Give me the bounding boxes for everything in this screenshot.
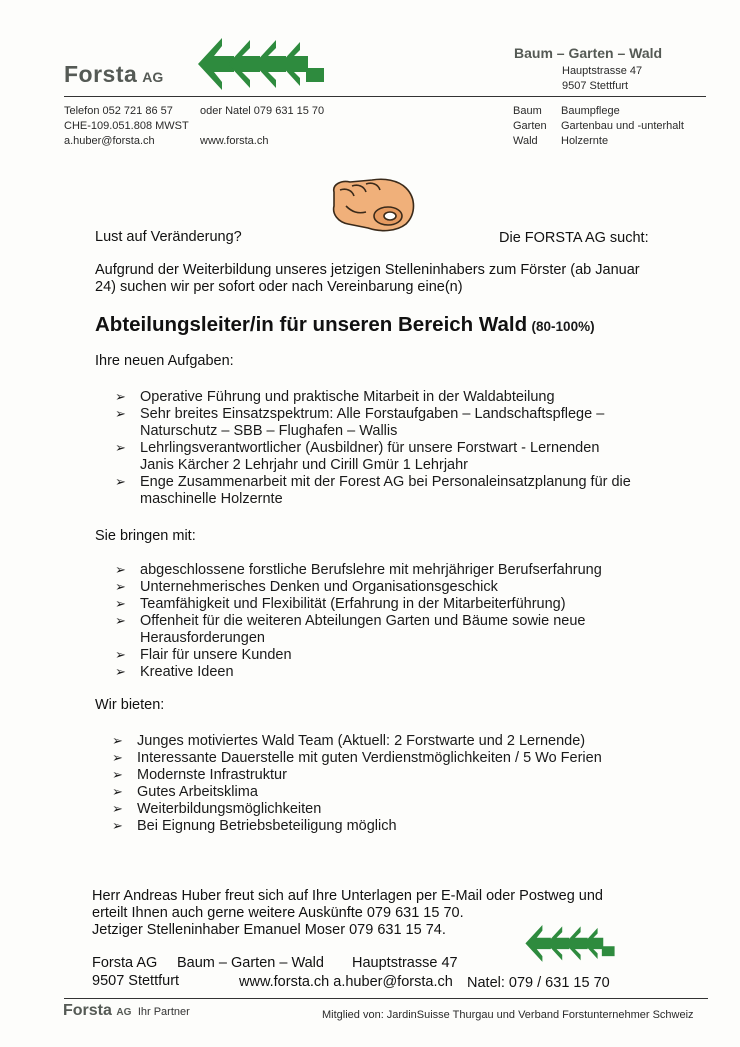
list-item: ➢ Lehrlingsverantwortlicher (Ausbildner) für unsere Forstwart - Lernenden Janis Kärcher 2 Lehrjahr und Cirill Gmür 1 Lehrjahr [115,440,675,474]
signature-tagline: Baum – Garten – Wald [177,955,324,971]
service-row [513,104,684,119]
footer-wordmark: Forsta [63,1002,112,1019]
website-link[interactable]: www.forsta.ch [200,135,269,147]
contact-line: erteilt Ihnen auch gerne weitere Auskünfte 079 631 15 70. [92,905,464,921]
contact-line: Jetziger Stelleninhaber Emanuel Moser 079 631 15 74. [92,922,446,938]
footer-membership: Mitglied von: JardinSuisse Thurgau und Verband Forstunternehmer Schweiz [322,1009,694,1021]
requirements-heading: Sie bringen mit: [95,528,196,544]
service-desc: Gartenbau und -unterhalt [561,120,684,132]
list-item: ➢ Weiterbildungsmöglichkeiten [112,801,672,818]
pointing-hand-icon [326,172,422,236]
signature-phone: Natel: 079 / 631 15 70 [467,975,610,991]
header-divider [64,96,706,97]
footer-partner: Ihr Partner [137,1006,190,1018]
intro-search: Die FORSTA AG sucht: [499,230,649,246]
logo-wordmark: Forsta [64,61,138,87]
service-row [513,119,684,134]
requirements-list [115,562,675,681]
service-area: Garten [513,120,547,132]
services-list [513,104,684,149]
phone-number: Telefon 052 721 86 57 [64,105,173,117]
intro-line: Aufgrund der Weiterbildung unseres jetzigen Stelleninhabers zum Förster (ab Januar [95,262,640,278]
footer-divider [64,998,708,999]
signature-city: 9507 Stettfurt [92,973,180,989]
list-item: ➢ Operative Führung und praktische Mitarbeit in der Waldabteilung [115,389,675,406]
service-row [513,134,684,149]
service-area: Wald [513,135,538,147]
list-item: ➢ Offenheit für die weiteren Abteilungen Garten und Bäume sowie neue Herausforderungen [115,613,675,647]
intro-paragraph [95,262,640,296]
offer-list [112,733,672,835]
list-item: ➢ Gutes Arbeitsklima [112,784,672,801]
offer-heading: Wir bieten: [95,697,165,713]
list-item: ➢ abgeschlossene forstliche Berufslehre mit mehrjähriger Berufserfahrung [115,562,675,579]
signature-web-email[interactable]: www.forsta.ch a.huber@forsta.ch [239,974,453,990]
list-item: ➢ Interessante Dauerstelle mit guten Verdienstmöglichkeiten / 5 Wo Ferien [112,750,672,767]
job-title-text: Abteilungsleiter/in für unseren Bereich Wald [95,313,528,336]
list-item: ➢ Modernste Infrastruktur [112,767,672,784]
signature-company: Forsta AG [92,955,158,971]
list-item: ➢ Sehr breites Einsatzspektrum: Alle Forstaufgaben – Landschaftspflege – Naturschutz – SBB – Flughafen – Wallis [115,406,675,440]
logo-suffix: AG [142,69,164,85]
job-title [95,313,595,337]
header-tagline: Baum – Garten – Wald [514,45,663,61]
list-item: ➢ Flair für unsere Kunden [115,647,675,664]
email-address[interactable]: a.huber@forsta.ch [64,135,155,147]
company-logo [64,61,163,88]
vat-number: CHE-109.051.808 MWST [64,120,189,132]
list-item: ➢ Teamfähigkeit und Flexibilität (Erfahrung in der Mitarbeiterführung) [115,596,675,613]
tree-logo-icon [196,34,326,90]
contact-line: Herr Andreas Huber freut sich auf Ihre Unterlagen per E-Mail oder Postweg und [92,888,603,904]
header-street: Hauptstrasse 47 [562,65,643,77]
list-item: ➢ Unternehmerisches Denken und Organisationsgeschick [115,579,675,596]
list-item: ➢ Enge Zusammenarbeit mit der Forest AG bei Personaleinsatzplanung für die maschinelle Holzernte [115,474,675,508]
intro-line: 24) suchen wir per sofort oder nach Vereinbarung eine(n) [95,279,463,295]
header-city: 9507 Stettfurt [562,80,629,92]
tree-logo-small-icon [524,922,616,962]
intro-question: Lust auf Veränderung? [95,229,242,245]
footer-logo [63,1002,190,1020]
list-item: ➢ Kreative Ideen [115,664,675,681]
tasks-heading: Ihre neuen Aufgaben: [95,353,234,369]
service-area: Baum [513,105,542,117]
footer-suffix: AG [116,1007,132,1018]
tasks-list [115,389,675,508]
signature-street: Hauptstrasse 47 [352,955,458,971]
service-desc: Baumpflege [561,105,620,117]
service-desc: Holzernte [561,135,609,147]
job-percentage: (80-100%) [531,319,595,334]
list-item: ➢ Junges motiviertes Wald Team (Aktuell: 2 Forstwarte und 2 Lernende) [112,733,672,750]
mobile-number: oder Natel 079 631 15 70 [200,105,325,117]
list-item: ➢ Bei Eignung Betriebsbeteiligung möglich [112,818,672,835]
